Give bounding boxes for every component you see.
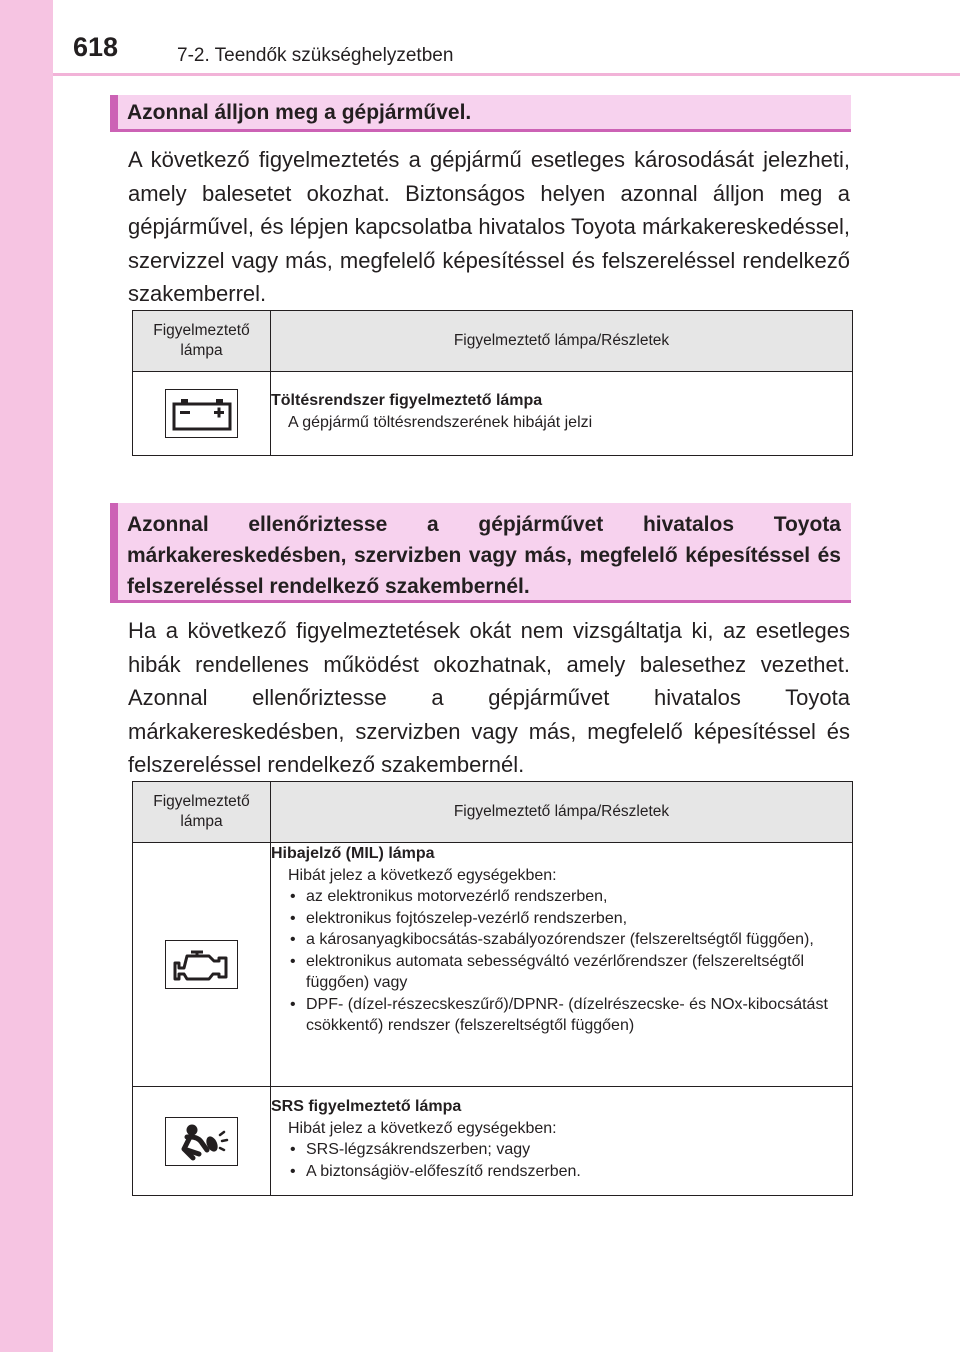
header-divider [53,73,960,76]
lamp-detail: Hibát jelez a következő egységekben: [288,1119,557,1137]
page-number: 618 [73,32,119,62]
fault-list [271,1139,852,1182]
airbag-icon [165,1117,238,1166]
engine-icon [165,940,238,989]
table-row [133,843,853,1087]
lamp-title: SRS figyelmeztető lámpa [271,1098,462,1115]
table-header-lamp: Figyelmeztető lámpa [133,311,271,372]
list-item: • elektronikus fojtószelep-vezérlő rendszerben, [288,908,852,930]
lamp-detail: A gépjármű töltésrendszerének hibáját jelzi [288,413,593,431]
table-header-details: Figyelmeztető lámpa/Részletek [271,782,853,843]
section-body-stop: A következő figyelmeztetés a gépjármű esetleges károsodását jelezheti, amely balesetet okozhat. Biztonságos helyen azonnal álljon meg a gépjárművel, és lépjen kapcsolatba hivatalos Toyota márkakereskedéssel, szervizzel vagy más, megfelelő képesítéssel és felszereléssel rendelkező szakemberrel. [128,147,850,306]
table-row [133,372,853,456]
list-item: • A biztonságiöv-előfeszítő rendszerben. [288,1161,852,1183]
table-header-details: Figyelmeztető lámpa/Részletek [271,311,853,372]
table-header-row [133,782,853,843]
warning-table-inspect [132,781,853,1196]
lamp-detail: Hibát jelez a következő egységekben: [288,866,557,884]
list-item: • elektronikus automata sebességváltó vezérlőrendszer (felszereltségtől függően) vagy [288,951,852,994]
fault-list [271,886,852,1037]
list-item: • SRS-légzsákrendszerben; vagy [288,1139,852,1161]
table-header-row [133,311,853,372]
list-item: • az elektronikus motorvezérlő rendszerben, [288,886,852,908]
section-heading-inspect: Azonnal ellenőriztesse a gépjárművet hivatalos Toyota márkakereskedésben, szervizben vagy más, megfelelő képesítéssel és felszereléssel rendelkező szakembernél. [110,503,851,603]
table-header-lamp: Figyelmeztető lámpa [133,782,271,843]
list-item: • DPF- (dízel-részecskeszűrő)/DPNR- (dízelrészecske- és NOx-kibocsátást csökkentő) rendszer (felszereltségtől függően) [288,994,852,1037]
battery-icon [165,389,238,438]
lamp-title: Töltésrendszer figyelmeztető lámpa [271,392,543,409]
table-row [133,1087,853,1196]
lamp-title: Hibajelző (MIL) lámpa [271,845,435,862]
section-body-inspect: Ha a következő figyelmeztetések okát nem vizsgáltatja ki, az esetleges hibák rendellenes működést okozhatnak, amely balesethez vezethet. Azonnal ellenőriztesse a gépjárművet hivatalos Toyota márkakereskedésben, szervizben vagy más, megfelelő képesítéssel és felszereléssel rendelkező szakembernél. [128,618,850,777]
chapter-title: 7-2. Teendők szükséghelyzetben [177,45,454,66]
warning-table-charging [132,310,853,456]
list-item: • a károsanyagkibocsátás-szabályozórendszer (felszereltségtől függően), [288,929,852,951]
section-heading-stop: Azonnal álljon meg a gépjárművel. [110,95,851,132]
side-bar [0,0,53,1352]
